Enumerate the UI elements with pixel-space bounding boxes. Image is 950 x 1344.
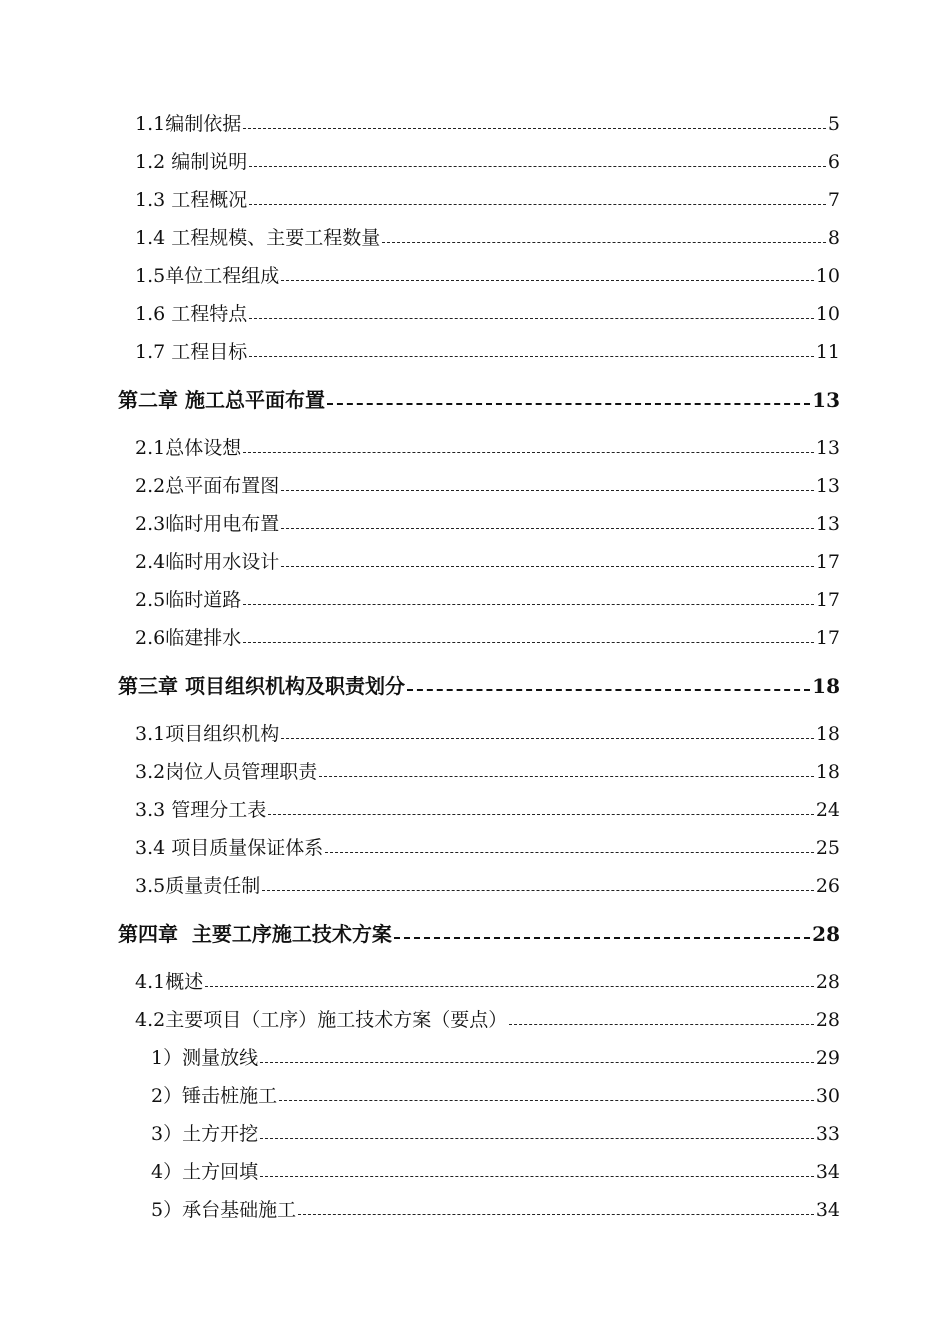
dot-leader — [205, 986, 814, 987]
toc-entry-2-1[interactable] — [118, 436, 840, 460]
toc-entry-page: 25 — [815, 837, 840, 859]
toc-entry-page: 18 — [815, 761, 840, 783]
toc-entry-title: 1.6 工程特点 — [135, 303, 248, 325]
toc-chapter-2[interactable] — [118, 388, 840, 412]
dot-leader — [260, 1176, 814, 1177]
toc-entry-page: 13 — [815, 475, 840, 497]
toc-chapter-page: 28 — [812, 922, 840, 946]
toc-chapter-4[interactable] — [118, 922, 840, 946]
toc-entry-2-3[interactable] — [118, 512, 840, 536]
toc-entry-1-7[interactable] — [118, 340, 840, 364]
toc-entry-title: 1.5单位工程组成 — [135, 265, 280, 287]
toc-entry-3-4[interactable] — [118, 836, 840, 860]
toc-entry-title: 3.2岗位人员管理职责 — [135, 761, 318, 783]
toc-entry-page: 29 — [815, 1047, 840, 1069]
toc-entry-title: 3.5质量责任制 — [135, 875, 261, 897]
toc-entry-title: 2.4临时用水设计 — [135, 551, 280, 573]
toc-entry-page: 30 — [815, 1085, 840, 1107]
toc-entry-page: 10 — [815, 265, 840, 287]
dot-leader — [262, 890, 814, 891]
dot-leader — [298, 1214, 814, 1215]
toc-entry-page: 24 — [815, 799, 840, 821]
toc-chapter-title: 第二章 施工总平面布置 — [118, 388, 325, 412]
dot-leader — [260, 1138, 814, 1139]
toc-entry-title: 3.1项目组织机构 — [135, 723, 280, 745]
toc-entry-1-5[interactable] — [118, 264, 840, 288]
dot-leader — [281, 566, 814, 567]
dot-leader — [319, 776, 814, 777]
toc-entry-title: 1.2 编制说明 — [135, 151, 248, 173]
toc-entry-page: 13 — [815, 437, 840, 459]
dot-leader — [394, 937, 810, 939]
toc-entry-4-2[interactable] — [118, 1008, 840, 1032]
toc-item-4[interactable] — [118, 1160, 840, 1184]
toc-entry-4-1[interactable] — [118, 970, 840, 994]
dot-leader — [249, 204, 826, 205]
toc-item-2[interactable] — [118, 1084, 840, 1108]
dot-leader — [243, 128, 826, 129]
toc-entry-title: 2.1总体设想 — [135, 437, 242, 459]
dot-leader — [243, 452, 814, 453]
toc-entry-2-6[interactable] — [118, 626, 840, 650]
dot-leader — [407, 689, 810, 691]
toc-entry-page: 7 — [827, 189, 840, 211]
toc-entry-page: 17 — [815, 627, 840, 649]
toc-entry-1-1[interactable] — [118, 112, 840, 136]
dot-leader — [281, 490, 814, 491]
toc-entry-1-3[interactable] — [118, 188, 840, 212]
toc-entry-page: 28 — [815, 1009, 840, 1031]
dot-leader — [327, 403, 810, 405]
toc-entry-page: 5 — [827, 113, 840, 135]
dot-leader — [243, 604, 814, 605]
toc-entry-page: 11 — [815, 341, 840, 363]
toc-chapter-page: 13 — [812, 388, 840, 412]
toc-entry-title: 3.4 项目质量保证体系 — [135, 837, 324, 859]
toc-entry-page: 34 — [815, 1161, 840, 1183]
dot-leader — [382, 242, 826, 243]
toc-entry-title: 2.6临建排水 — [135, 627, 242, 649]
toc-chapter-title: 第三章 项目组织机构及职责划分 — [118, 674, 405, 698]
dot-leader — [281, 280, 814, 281]
toc-chapter-page: 18 — [812, 674, 840, 698]
toc-entry-title: 1.4 工程规模、主要工程数量 — [135, 227, 381, 249]
toc-item-1[interactable] — [118, 1046, 840, 1070]
toc-entry-title: 1.3 工程概况 — [135, 189, 248, 211]
toc-entry-page: 28 — [815, 971, 840, 993]
dot-leader — [249, 356, 814, 357]
toc-entry-title: 1.7 工程目标 — [135, 341, 248, 363]
dot-leader — [325, 852, 814, 853]
dot-leader — [281, 528, 814, 529]
dot-leader — [249, 166, 826, 167]
toc-entry-page: 8 — [827, 227, 840, 249]
toc-entry-page: 10 — [815, 303, 840, 325]
toc-chapter-3[interactable] — [118, 674, 840, 698]
toc-entry-3-3[interactable] — [118, 798, 840, 822]
toc-entry-title: 2）锤击桩施工 — [151, 1085, 278, 1107]
toc-entry-page: 18 — [815, 723, 840, 745]
toc-entry-title: 2.5临时道路 — [135, 589, 242, 611]
toc-entry-page: 13 — [815, 513, 840, 535]
toc-entry-page: 6 — [827, 151, 840, 173]
toc-entry-title: 1）测量放线 — [151, 1047, 259, 1069]
toc-entry-3-5[interactable] — [118, 874, 840, 898]
toc-entry-2-2[interactable] — [118, 474, 840, 498]
toc-entry-3-1[interactable] — [118, 722, 840, 746]
toc-entry-title: 2.3临时用电布置 — [135, 513, 280, 535]
dot-leader — [260, 1062, 814, 1063]
toc-entry-title: 3）土方开挖 — [151, 1123, 259, 1145]
toc-entry-title: 4）土方回填 — [151, 1161, 259, 1183]
toc-entry-title: 1.1编制依据 — [135, 113, 242, 135]
toc-chapter-title: 第四章 主要工序施工技术方案 — [118, 922, 392, 946]
toc-entry-1-4[interactable] — [118, 226, 840, 250]
toc-entry-title: 4.2主要项目（工序）施工技术方案（要点） — [135, 1009, 508, 1031]
dot-leader — [243, 642, 814, 643]
toc-entry-title: 4.1概述 — [135, 971, 204, 993]
dot-leader — [249, 318, 814, 319]
toc-item-3[interactable] — [118, 1122, 840, 1146]
toc-entry-page: 17 — [815, 589, 840, 611]
dot-leader — [281, 738, 814, 739]
toc-entry-page: 26 — [815, 875, 840, 897]
toc-entry-2-5[interactable] — [118, 588, 840, 612]
dot-leader — [268, 814, 814, 815]
toc-entry-title: 2.2总平面布置图 — [135, 475, 280, 497]
toc-entry-page: 17 — [815, 551, 840, 573]
toc-entry-3-2[interactable] — [118, 760, 840, 784]
toc-entry-page: 33 — [815, 1123, 840, 1145]
toc-entry-title: 5）承台基础施工 — [151, 1199, 297, 1221]
toc-entry-1-6[interactable] — [118, 302, 840, 326]
toc-entry-page: 34 — [815, 1199, 840, 1221]
toc-entry-1-2[interactable] — [118, 150, 840, 174]
dot-leader — [509, 1024, 814, 1025]
dot-leader — [279, 1100, 814, 1101]
toc-item-5[interactable] — [118, 1198, 840, 1222]
toc-entry-title: 3.3 管理分工表 — [135, 799, 267, 821]
toc-entry-2-4[interactable] — [118, 550, 840, 574]
